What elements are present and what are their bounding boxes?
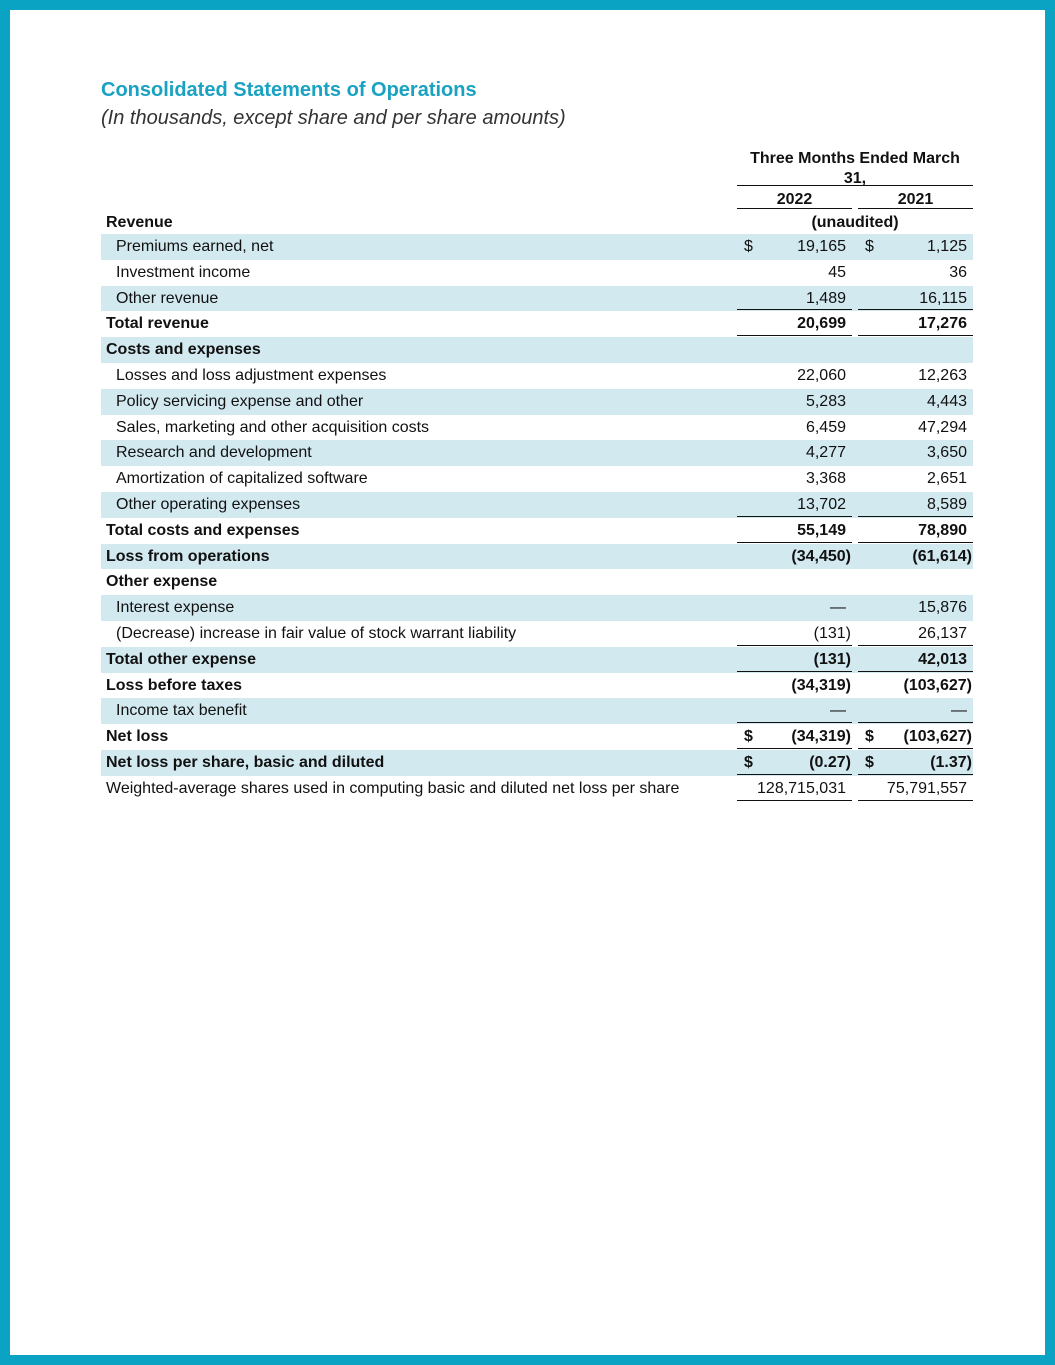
value-2022: 20,699 (797, 315, 846, 333)
period-underline (737, 185, 973, 186)
value-2021: (103,627) (903, 676, 972, 694)
row-label: Amortization of capitalized software (116, 470, 368, 488)
unaudited-label: (unaudited) (811, 214, 899, 231)
row-label: Policy servicing expense and other (116, 392, 364, 410)
value-2021: 1,125 (926, 238, 967, 255)
period-header: Three Months Ended March 31, (750, 150, 960, 187)
table-row (101, 595, 973, 621)
table-row-total (101, 544, 973, 570)
row-label: Total costs and expenses (106, 521, 300, 539)
value-2021: (103,627) (903, 728, 972, 746)
table-row (101, 466, 973, 492)
section-heading-row (101, 337, 973, 363)
value-2022: 5,283 (805, 392, 846, 410)
row-label: Net loss per share, basic and diluted (106, 753, 385, 771)
value-2022: 6,459 (805, 418, 846, 436)
value-2021: 26,137 (918, 624, 967, 642)
table-row-total (101, 311, 973, 337)
row-label: Other revenue (116, 289, 219, 307)
value-2021: 3,650 (926, 444, 967, 462)
table-row (101, 776, 973, 802)
table-row-total (101, 518, 973, 544)
year-header-2022: 2022 (776, 191, 813, 208)
table-row (101, 415, 973, 441)
value-2022: 19,165 (797, 238, 846, 255)
value-2022: 55,149 (797, 521, 846, 539)
value-2021: 42,013 (918, 650, 967, 668)
row-label: Research and development (116, 444, 312, 462)
table-row-total (101, 673, 973, 699)
value-2022: 3,368 (805, 470, 846, 488)
value-2022: — (830, 599, 846, 617)
row-label: Net loss (106, 728, 169, 746)
value-2021: 2,651 (926, 470, 967, 488)
value-2021: (1.37) (930, 753, 972, 771)
section-heading-revenue: Revenue (106, 214, 173, 231)
value-2021: 4,443 (926, 392, 967, 410)
value-2022: — (830, 702, 846, 720)
row-label: Investment income (116, 263, 251, 281)
value-2022: (131) (813, 650, 851, 668)
row-label: Premiums earned, net (116, 238, 274, 255)
currency-symbol: $ (744, 238, 753, 255)
table-row (101, 621, 973, 647)
value-2022: (34,319) (791, 676, 851, 694)
row-label: Loss before taxes (106, 676, 243, 694)
value-2021: — (951, 702, 967, 720)
row-label: Income tax benefit (116, 702, 247, 720)
row-label: Costs and expenses (106, 341, 261, 359)
value-2022: (0.27) (809, 753, 851, 771)
row-label: Losses and loss adjustment expenses (116, 366, 387, 384)
value-2021: 78,890 (918, 521, 967, 539)
value-2022: 22,060 (797, 366, 846, 384)
value-2021: 12,263 (918, 366, 967, 384)
row-label: (Decrease) increase in fair value of stock warrant liability (116, 624, 517, 642)
value-2021: 15,876 (918, 599, 967, 617)
table-row (101, 286, 973, 312)
value-2021: 8,589 (926, 495, 967, 513)
row-label: Loss from operations (106, 547, 270, 565)
table-row (101, 698, 973, 724)
value-2021: 36 (949, 263, 967, 281)
statement-table (101, 234, 973, 802)
currency-symbol: $ (865, 238, 874, 255)
table-row (101, 440, 973, 466)
row-label: Total other expense (106, 650, 256, 668)
row-label: Interest expense (116, 599, 235, 617)
currency-symbol: $ (744, 728, 753, 746)
table-row (101, 234, 973, 260)
value-2021: 17,276 (918, 315, 967, 333)
row-label: Other expense (106, 573, 218, 591)
year-header-2021: 2021 (897, 191, 934, 208)
value-2022: (34,319) (791, 728, 851, 746)
table-row-total (101, 724, 973, 750)
value-2022: 13,702 (797, 495, 846, 513)
value-2022: 128,715,031 (757, 779, 846, 797)
page-title: Consolidated Statements of Operations (101, 79, 477, 101)
value-2022: 45 (828, 263, 846, 281)
table-row (101, 389, 973, 415)
value-2021: (61,614) (912, 547, 972, 565)
value-2022: 4,277 (805, 444, 846, 462)
row-label: Sales, marketing and other acquisition costs (116, 418, 430, 436)
row-label: Total revenue (106, 315, 209, 333)
currency-symbol: $ (865, 753, 874, 771)
table-row (101, 492, 973, 518)
value-2022: 1,489 (805, 289, 846, 307)
row-label: Other operating expenses (116, 495, 301, 513)
table-row-total (101, 750, 973, 776)
row-label: Weighted-average shares used in computing basic and diluted net loss per share (106, 779, 680, 797)
table-row (101, 260, 973, 286)
year-underline (858, 208, 973, 209)
value-2021: 75,791,557 (886, 779, 967, 797)
value-2021: 47,294 (918, 418, 967, 436)
value-2022: (131) (813, 624, 851, 642)
section-heading-row (101, 569, 973, 595)
value-2022: (34,450) (791, 547, 851, 565)
page-subtitle: (In thousands, except share and per share amounts) (101, 107, 566, 129)
table-row (101, 363, 973, 389)
table-row-total (101, 647, 973, 673)
currency-symbol: $ (744, 753, 753, 771)
year-underline (737, 208, 852, 209)
value-2021: 16,115 (919, 289, 967, 307)
currency-symbol: $ (865, 728, 874, 746)
